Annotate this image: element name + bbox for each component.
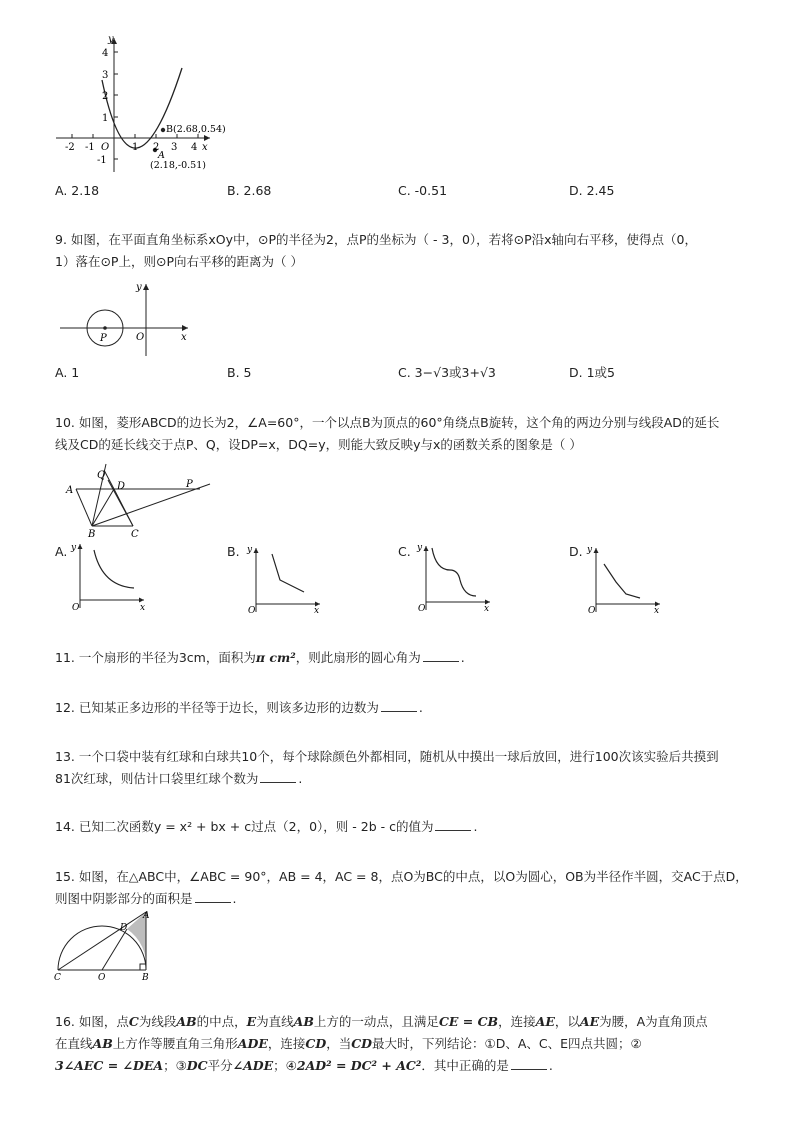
q10-option-d-y-label: y bbox=[587, 545, 593, 555]
q15-semicircle-figure bbox=[52, 906, 162, 982]
q10-text-line2: 线及CD的延长线交于点P、Q，设DP=x，DQ=y，则能大致反映y与x的函数关系的图象是（ ） bbox=[55, 437, 582, 452]
q12-end: . bbox=[418, 700, 423, 715]
q9-option-c[interactable]: C. 3−√3或3+√3 bbox=[398, 365, 496, 380]
q16-l3-b: ；③ bbox=[163, 1058, 187, 1073]
q16-l1-e: 上方的一动点，且满足 bbox=[313, 1014, 439, 1029]
q12-answer-blank[interactable] bbox=[381, 699, 417, 712]
q10-option-a-origin: O bbox=[72, 603, 80, 612]
q8-xtick-4: 4 bbox=[191, 142, 198, 153]
q16-math-ab: AB bbox=[176, 1014, 197, 1029]
q16-math-dc: DC bbox=[186, 1058, 208, 1073]
q15-text-line1: 15. 如图，在△ABC中，∠ABC = 90°，AB = 4，AC = 8，点O为BC的中点，以O为圆心，OB为半径作半圆，交AC于点D， bbox=[55, 869, 748, 884]
q10-option-b[interactable]: B. bbox=[227, 544, 240, 559]
q8-xtick-1: 1 bbox=[132, 142, 139, 153]
q8-option-c[interactable]: C. -0.51 bbox=[398, 183, 448, 198]
q15-label-b: B bbox=[142, 973, 149, 982]
q10-label-a: A bbox=[66, 485, 74, 496]
q9-x-axis-arrow bbox=[182, 325, 188, 331]
q16-l1-g: ，以 bbox=[554, 1014, 580, 1029]
q8-xtick-2: 2 bbox=[153, 142, 160, 153]
q9-option-a[interactable]: A. 1 bbox=[55, 365, 80, 380]
q10-option-c-origin: O bbox=[418, 604, 426, 612]
q16-answer-blank[interactable] bbox=[511, 1057, 547, 1070]
q16-l1-f: ，连接 bbox=[498, 1014, 536, 1029]
q16-end: . bbox=[548, 1058, 553, 1073]
q9-y-axis-arrow bbox=[143, 284, 149, 290]
q8-ytick-3: 3 bbox=[102, 70, 109, 81]
q10-option-a-curve bbox=[94, 550, 134, 588]
q10-option-c-curve bbox=[432, 548, 476, 596]
q9-x-label: x bbox=[181, 332, 187, 343]
q15-label-c: C bbox=[54, 973, 61, 982]
q10-rhombus-figure bbox=[60, 462, 215, 540]
q16-math-ce-cb: CE = CB bbox=[438, 1014, 499, 1029]
q9-origin-label: O bbox=[136, 332, 145, 343]
q11-prefix: 11. 一个扇形的半径为3cm，面积为 bbox=[55, 650, 256, 665]
q16-l2-d: ，当 bbox=[326, 1036, 352, 1051]
q16-l2-a: 在直线 bbox=[55, 1036, 93, 1051]
q16-math-e: E bbox=[246, 1014, 257, 1029]
q10-option-d[interactable]: D. bbox=[569, 544, 583, 559]
q10-label-q: Q bbox=[97, 470, 106, 481]
q16-math-ae-2: AE bbox=[579, 1014, 600, 1029]
q13-line2-prefix: 81次红球，则估计口袋里红球个数为 bbox=[55, 771, 259, 786]
q16-math-ab-3: AB bbox=[92, 1036, 113, 1051]
q10-label-c: C bbox=[131, 529, 139, 540]
q8-x-label: x bbox=[202, 142, 208, 153]
q10-option-a-graph bbox=[70, 540, 150, 612]
q9-center-label: P bbox=[100, 333, 107, 344]
q16-l3-e: ．其中正确的是 bbox=[421, 1058, 509, 1073]
q9-option-b[interactable]: B. 5 bbox=[227, 365, 252, 380]
q13-end: . bbox=[298, 771, 303, 786]
q8-xtick-3: 3 bbox=[171, 142, 178, 153]
q8-ytick-neg1: -1 bbox=[97, 155, 107, 166]
q11-math: π cm² bbox=[255, 650, 296, 665]
q14-end: . bbox=[473, 819, 478, 834]
q11-end: . bbox=[460, 650, 465, 665]
q10-label-d: D bbox=[117, 481, 126, 492]
q10-option-c[interactable]: C. bbox=[398, 544, 411, 559]
q9-text-line1: 9. 如图，在平面直角坐标系xOy中，⊙P的半径为2，点P的坐标为（ - 3，0），若将⊙P沿x轴向右平移，使得点（0， bbox=[55, 232, 698, 247]
q16-l2-b: 上方作等腰直角三角形 bbox=[112, 1036, 238, 1051]
q8-point-b-label: B(2.68,0.54) bbox=[166, 124, 226, 135]
q16-text-line2 bbox=[55, 1033, 642, 1055]
q14-text bbox=[55, 816, 477, 838]
q10-option-a[interactable]: A. bbox=[55, 544, 68, 559]
q16-math-ae: AE bbox=[535, 1014, 555, 1029]
q10-option-b-x-label: x bbox=[314, 606, 320, 614]
q16-text-line3 bbox=[55, 1055, 553, 1077]
q8-xtick-neg2: -2 bbox=[65, 142, 75, 153]
q14-prefix: 14. 已知二次函数y = x² + bx + c过点（2，0），则 - 2b - c的值为 bbox=[55, 819, 434, 834]
q10-option-b-graph bbox=[246, 542, 326, 614]
q11-text bbox=[55, 647, 465, 669]
q16-l1-d: 为直线 bbox=[256, 1014, 294, 1029]
q10-option-d-curve bbox=[604, 564, 640, 598]
q13-text-line1: 13. 一个口袋中装有红球和白球共10个，每个球除颜色外都相同，随机从中摸出一球后放回，进行100次该实验后共摸到 bbox=[55, 749, 719, 764]
q9-center-p bbox=[103, 326, 107, 330]
q16-math-angle-ade: ∠ADE bbox=[232, 1058, 274, 1073]
q8-option-a[interactable]: A. 2.18 bbox=[55, 183, 100, 198]
q16-l1-c: 的中点， bbox=[196, 1014, 247, 1029]
q16-l3-d: ；④ bbox=[273, 1058, 297, 1073]
q8-origin-label: O bbox=[101, 142, 110, 153]
q9-text-line2: 1）落在⊙P上，则⊙P向右平移的距离为（ ） bbox=[55, 254, 303, 269]
q8-x-axis-arrow bbox=[204, 135, 210, 141]
q12-text bbox=[55, 697, 423, 719]
q8-y-label: y bbox=[108, 34, 114, 45]
q15-line2-prefix: 则图中阴影部分的面积是 bbox=[55, 891, 193, 906]
q8-option-d[interactable]: D. 2.45 bbox=[569, 183, 615, 198]
q15-label-o: O bbox=[98, 973, 106, 982]
q10-label-p: P bbox=[186, 479, 193, 490]
q16-text-line1 bbox=[55, 1011, 708, 1033]
q8-point-a-name: A bbox=[158, 150, 165, 161]
q10-option-b-y-label: y bbox=[247, 545, 253, 555]
q12-prefix: 12. 已知某正多边形的半径等于边长，则该多边形的边数为 bbox=[55, 700, 379, 715]
q13-answer-blank[interactable] bbox=[260, 770, 296, 783]
q10-option-b-origin: O bbox=[248, 606, 256, 614]
q8-ytick-4: 4 bbox=[102, 48, 109, 59]
q16-math-cd-2: CD bbox=[351, 1036, 372, 1051]
q8-xtick-neg1: -1 bbox=[85, 142, 95, 153]
q13-text-line2 bbox=[55, 768, 302, 790]
q10-option-c-graph bbox=[416, 540, 496, 612]
q16-l2-c: ，连接 bbox=[267, 1036, 306, 1051]
q14-answer-blank[interactable] bbox=[435, 818, 471, 831]
q9-option-d[interactable]: D. 1或5 bbox=[569, 365, 615, 380]
q16-l3-c: 平分 bbox=[207, 1058, 233, 1073]
q15-answer-blank[interactable] bbox=[195, 890, 231, 903]
q10-option-a-x-label: x bbox=[140, 603, 146, 612]
q10-option-d-x-label: x bbox=[654, 606, 660, 614]
q8-parabola-graph bbox=[52, 32, 242, 177]
q16-l2-e: 最大时，下列结论：①D、A、C、E四点共圆；② bbox=[372, 1036, 642, 1051]
q8-ytick-2: 2 bbox=[102, 91, 109, 102]
q10-option-b-curve bbox=[272, 554, 304, 592]
q8-option-b[interactable]: B. 2.68 bbox=[227, 183, 272, 198]
q16-math-ab-2: AB bbox=[293, 1014, 314, 1029]
q9-y-label: y bbox=[136, 282, 142, 293]
q8-ytick-1: 1 bbox=[102, 113, 109, 124]
q11-suffix: ，则此扇形的圆心角为 bbox=[295, 650, 421, 665]
q16-math-cd: CD bbox=[305, 1036, 327, 1051]
q15-end: . bbox=[232, 891, 237, 906]
q10-option-c-y-label: y bbox=[417, 543, 423, 553]
q8-point-b bbox=[161, 128, 165, 132]
q10-option-a-y-label: y bbox=[71, 543, 77, 553]
q11-answer-blank[interactable] bbox=[423, 649, 459, 662]
q10-option-c-x-label: x bbox=[484, 604, 490, 612]
q16-math-angle-eq: 3∠AEC = ∠DEA bbox=[55, 1058, 164, 1073]
q16-l1-h: 为腰，A为直角顶点 bbox=[599, 1014, 708, 1029]
q16-math-c: C bbox=[128, 1014, 139, 1029]
q16-math-ade: ADE bbox=[237, 1036, 268, 1051]
q16-l1-a: 16. 如图，点 bbox=[55, 1014, 129, 1029]
q16-l1-b: 为线段 bbox=[138, 1014, 177, 1029]
q9-circle-graph bbox=[60, 280, 195, 360]
q10-option-d-graph bbox=[586, 542, 666, 614]
q16-math-formula: 2AD² = DC² + AC² bbox=[296, 1058, 422, 1073]
q10-label-b: B bbox=[88, 529, 96, 540]
q10-option-d-origin: O bbox=[588, 606, 596, 614]
q15-label-a: A bbox=[143, 911, 150, 921]
q15-label-d: D bbox=[120, 923, 128, 933]
q8-point-a-coords: (2.18,-0.51) bbox=[150, 160, 206, 171]
q10-text-line1: 10. 如图，菱形ABCD的边长为2，∠A=60°，一个以点B为顶点的60°角绕点B旋转，这个角的两边分别与线段AD的延长 bbox=[55, 415, 720, 430]
